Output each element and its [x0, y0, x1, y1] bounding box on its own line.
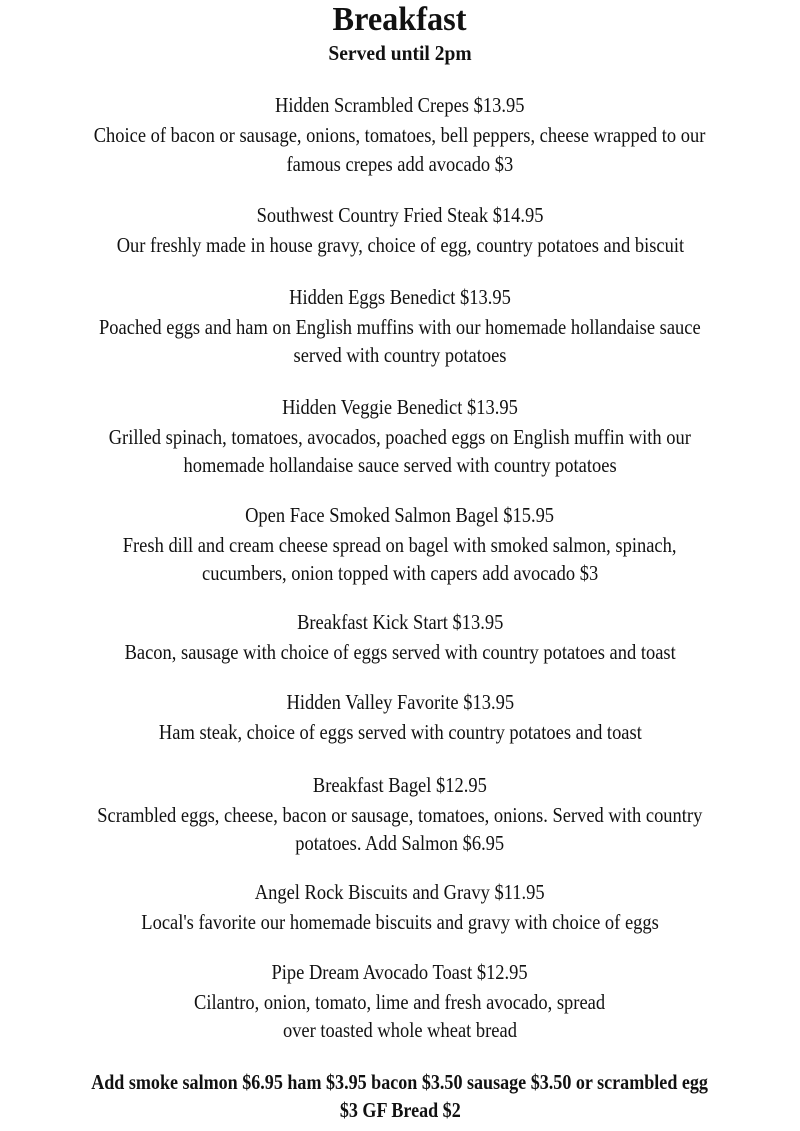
item-description-text: Grilled spinach, tomatoes, avocados, poached eggs on English muffin with our	[108, 425, 692, 449]
add-ons-line	[0, 1100, 800, 1121]
item-heading	[0, 612, 800, 633]
item-heading-text: Open Face Smoked Salmon Bagel $15.95	[245, 503, 555, 527]
item-description-line	[0, 992, 800, 1013]
item-heading	[0, 205, 800, 226]
item-description-text: potatoes. Add Salmon $6.95	[295, 831, 505, 855]
item-heading	[0, 962, 800, 983]
item-description-line	[0, 125, 800, 146]
item-heading	[0, 882, 800, 903]
item-description-line	[0, 1020, 800, 1041]
item-description-line	[0, 912, 800, 933]
item-description-text: cucumbers, onion topped with capers add avocado $3	[201, 561, 599, 585]
item-heading	[0, 287, 800, 308]
item-description-text: Ham steak, choice of eggs served with country potatoes and toast	[158, 720, 642, 744]
item-description-text: Scrambled eggs, cheese, bacon or sausage, tomatoes, onions. Served with country	[97, 803, 703, 827]
add-ons-text: $3 GF Bread $2	[339, 1098, 461, 1122]
item-description-text: served with country potatoes	[293, 343, 507, 367]
item-description-line	[0, 235, 800, 256]
item-heading-text: Hidden Eggs Benedict $13.95	[289, 285, 511, 309]
item-description-text: Local's favorite our homemade biscuits and gravy with choice of eggs	[141, 910, 659, 934]
item-description-line	[0, 345, 800, 366]
item-description-line	[0, 642, 800, 663]
item-description-text: Fresh dill and cream cheese spread on bagel with smoked salmon, spinach,	[123, 533, 677, 557]
item-description-line	[0, 563, 800, 584]
item-description-text: homemade hollandaise sauce served with country potatoes	[183, 453, 617, 477]
item-description-line	[0, 722, 800, 743]
item-description-text: famous crepes add avocado $3	[286, 152, 514, 176]
item-description-text: Poached eggs and ham on English muffins with our homemade hollandaise sauce	[99, 315, 701, 339]
menu-subtitle-text: Served until 2pm	[328, 41, 472, 65]
item-heading-text: Pipe Dream Avocado Toast $12.95	[271, 960, 529, 984]
item-description-line	[0, 154, 800, 175]
menu-subtitle	[0, 43, 800, 64]
item-description-line	[0, 317, 800, 338]
item-heading-text: Hidden Scrambled Crepes $13.95	[275, 93, 525, 117]
item-heading-text: Southwest Country Fried Steak $14.95	[256, 203, 544, 227]
item-description-text: over toasted whole wheat bread	[283, 1018, 517, 1042]
menu-title-text: Breakfast	[333, 1, 467, 38]
item-heading	[0, 505, 800, 526]
item-heading-text: Angel Rock Biscuits and Gravy $11.95	[255, 880, 545, 904]
item-description-text: Choice of bacon or sausage, onions, tomatoes, bell peppers, cheese wrapped to our	[94, 123, 706, 147]
item-description-text: Cilantro, onion, tomato, lime and fresh avocado, spread	[194, 990, 606, 1014]
item-heading-text: Breakfast Bagel $12.95	[313, 773, 487, 797]
item-description-text: Our freshly made in house gravy, choice of egg, country potatoes and biscuit	[116, 233, 684, 257]
item-description-line	[0, 805, 800, 826]
item-description-line	[0, 833, 800, 854]
item-description-line	[0, 427, 800, 448]
item-heading	[0, 775, 800, 796]
item-heading-text: Breakfast Kick Start $13.95	[296, 610, 504, 634]
item-description-line	[0, 455, 800, 476]
item-heading-text: Hidden Valley Favorite $13.95	[286, 690, 514, 714]
menu-title	[0, 3, 800, 37]
item-description-text: Bacon, sausage with choice of eggs served with country potatoes and toast	[124, 640, 676, 664]
item-heading	[0, 95, 800, 116]
item-description-line	[0, 535, 800, 556]
item-heading-text: Hidden Veggie Benedict $13.95	[282, 395, 518, 419]
add-ons-text: Add smoke salmon $6.95 ham $3.95 bacon $3.50 sausage $3.50 or scrambled egg	[91, 1070, 709, 1094]
item-heading	[0, 397, 800, 418]
item-heading	[0, 692, 800, 713]
add-ons-line	[0, 1072, 800, 1093]
